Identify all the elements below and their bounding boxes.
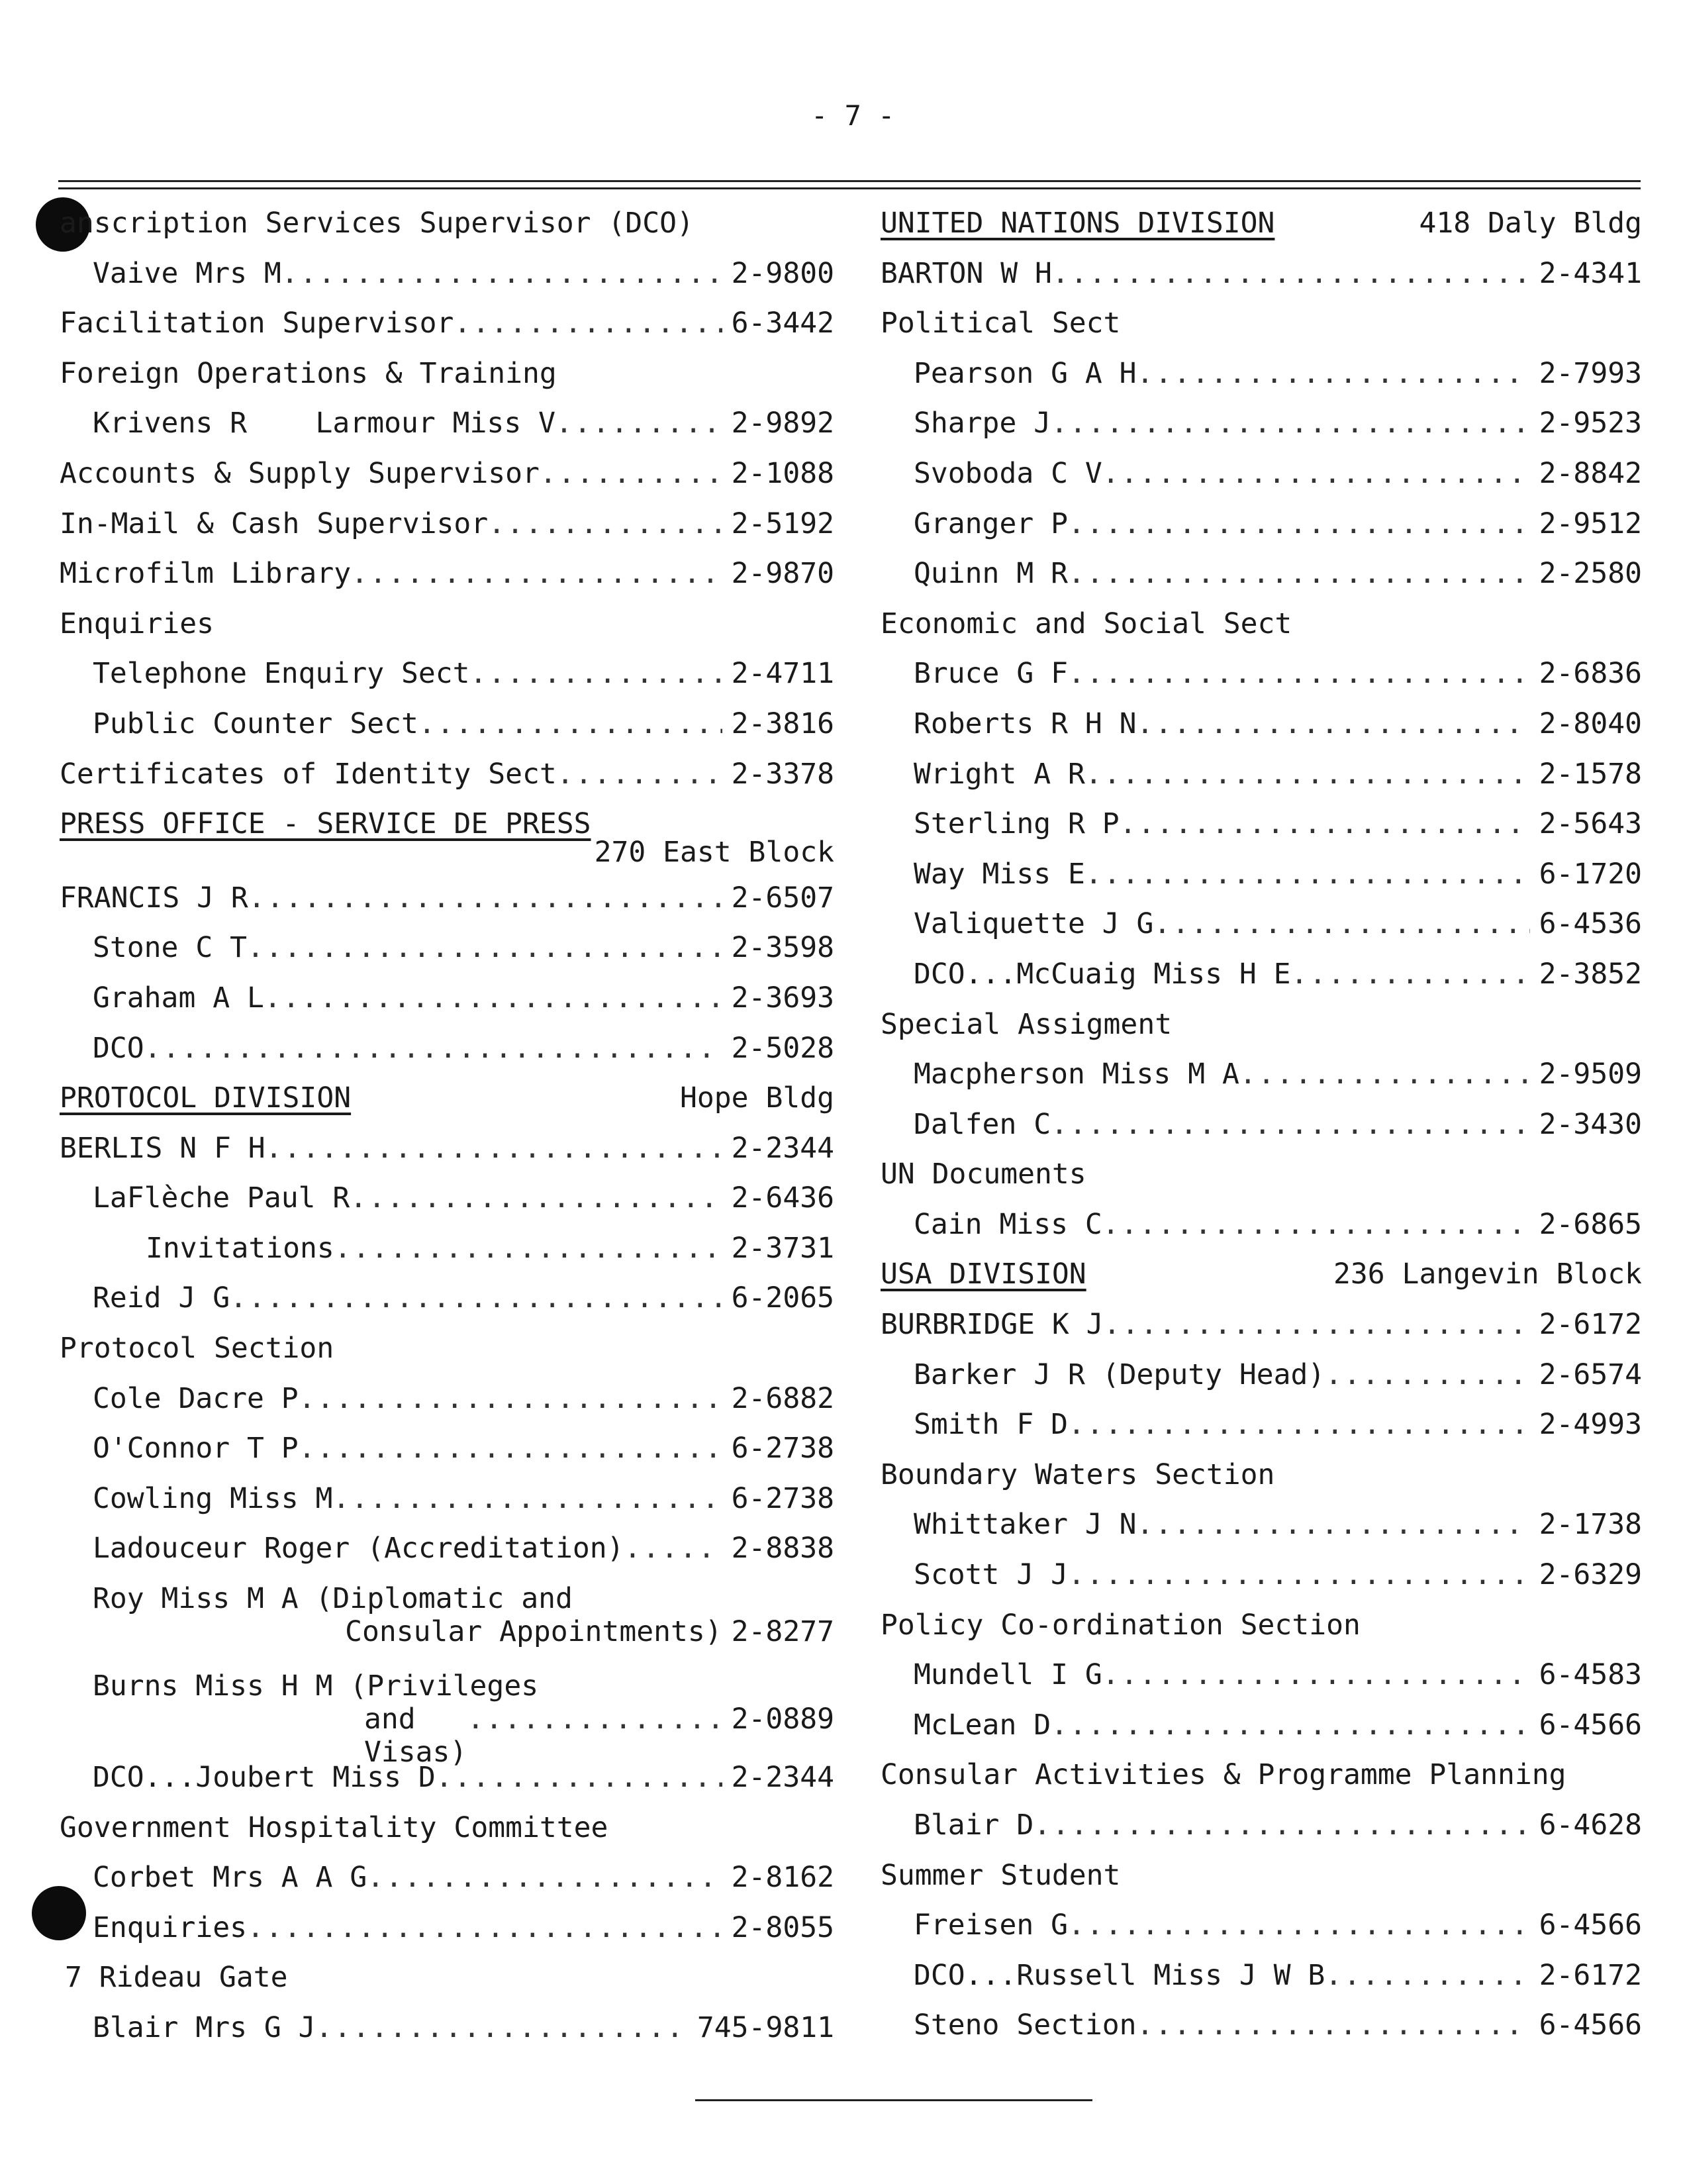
list-item bbox=[881, 1601, 1642, 1651]
phone-number: 2-6329 bbox=[1539, 1558, 1642, 1592]
phone-number: 2-2344 bbox=[731, 1131, 834, 1165]
phone-number: 2-3852 bbox=[1539, 957, 1642, 991]
leader-dots bbox=[557, 750, 722, 800]
list-item bbox=[881, 1750, 1642, 1801]
leader-dots bbox=[1068, 549, 1530, 599]
phone-number: 2-9892 bbox=[731, 407, 834, 440]
leader-dots bbox=[334, 1224, 722, 1274]
list-item bbox=[881, 449, 1642, 499]
leader-dots bbox=[281, 249, 722, 299]
phone-number: 2-8842 bbox=[1539, 456, 1642, 490]
leader-dots bbox=[1102, 1200, 1530, 1250]
division-heading: PRESS OFFICE - SERVICE DE PRESS bbox=[60, 807, 591, 841]
phone-number: 2-1578 bbox=[1539, 757, 1642, 791]
list-item bbox=[881, 1150, 1642, 1200]
phone-number: 2-8838 bbox=[731, 1532, 834, 1565]
list-item bbox=[60, 349, 834, 399]
list-item bbox=[881, 1350, 1642, 1401]
list-item bbox=[881, 249, 1642, 299]
phone-number: 2-8277 bbox=[731, 1615, 834, 1649]
list-item bbox=[881, 1200, 1642, 1250]
list-item bbox=[881, 1701, 1642, 1751]
list-item bbox=[881, 1100, 1642, 1150]
phone-number: 2-6865 bbox=[1539, 1207, 1642, 1241]
phone-number: 2-6172 bbox=[1539, 1958, 1642, 1992]
leader-dots bbox=[1102, 1650, 1530, 1701]
leader-dots bbox=[1068, 499, 1530, 550]
leader-dots bbox=[316, 2003, 688, 2054]
leader-dots bbox=[144, 1024, 722, 1074]
phone-number: 2-2580 bbox=[1539, 557, 1642, 591]
entry-name: Corbet Mrs A A G bbox=[93, 1861, 367, 1895]
leader-dots bbox=[1325, 1951, 1529, 2001]
entry-name-continued: and Visas) bbox=[364, 1703, 467, 1769]
entry-name: Granger P bbox=[914, 507, 1068, 540]
phone-number: 2-4993 bbox=[1539, 1408, 1642, 1442]
entry-name: Barker J R (Deputy Head) bbox=[914, 1358, 1325, 1391]
list-item bbox=[881, 1000, 1642, 1050]
list-item bbox=[881, 549, 1642, 599]
phone-number: 2-7993 bbox=[1539, 356, 1642, 390]
list-item bbox=[60, 1273, 834, 1324]
entry-name: Telephone Enquiry Sect bbox=[93, 657, 470, 691]
list-item bbox=[60, 1574, 834, 1665]
section-heading: Economic and Social Sect bbox=[881, 607, 1292, 640]
list-item bbox=[60, 1073, 834, 1124]
phone-number: 6-4536 bbox=[1539, 907, 1642, 941]
list-item bbox=[881, 1901, 1642, 1951]
entry-name: Freisen G bbox=[914, 1909, 1068, 1942]
list-item bbox=[60, 649, 834, 699]
list-item bbox=[60, 1803, 834, 1854]
section-heading: Government Hospitality Committee bbox=[60, 1811, 608, 1844]
list-item bbox=[60, 1124, 834, 1174]
leader-dots bbox=[1085, 850, 1530, 900]
list-item bbox=[881, 1050, 1642, 1100]
section-heading: 7 Rideau Gate bbox=[65, 1961, 288, 1995]
entry-name: Invitations bbox=[146, 1231, 334, 1265]
phone-number: 2-6507 bbox=[731, 881, 834, 915]
phone-number: 2-3693 bbox=[731, 981, 834, 1015]
entry-name-continued: Consular Appointments) bbox=[345, 1615, 722, 1649]
phone-number: 6-3442 bbox=[731, 307, 834, 340]
leader-dots bbox=[299, 1424, 722, 1474]
entry-name: Graham A L bbox=[93, 981, 264, 1015]
division-location: Hope Bldg bbox=[680, 1081, 834, 1115]
list-item bbox=[881, 750, 1642, 800]
list-item bbox=[881, 2001, 1642, 2051]
left-column bbox=[60, 199, 834, 2054]
leader-dots bbox=[1291, 950, 1530, 1000]
entry-name: Mundell I G bbox=[914, 1658, 1102, 1692]
entry-name: Stone C T bbox=[93, 931, 247, 965]
list-item bbox=[881, 799, 1642, 850]
leader-dots bbox=[1068, 1901, 1530, 1951]
division-location: 418 Daly Bldg bbox=[1419, 207, 1642, 240]
section-heading: Policy Co-ordination Section bbox=[881, 1608, 1361, 1642]
entry-name: Cowling Miss M bbox=[93, 1481, 333, 1515]
list-item bbox=[881, 950, 1642, 1000]
entry-name: LaFlèche Paul R bbox=[93, 1181, 350, 1215]
list-item bbox=[60, 1024, 834, 1074]
section-heading: Boundary Waters Section bbox=[881, 1458, 1275, 1491]
entry-name: In-Mail & Cash Supervisor bbox=[60, 507, 489, 540]
section-heading: Enquiries bbox=[60, 607, 214, 640]
leader-dots bbox=[540, 449, 722, 499]
phone-number: 6-4628 bbox=[1539, 1809, 1642, 1842]
phone-number: 2-1088 bbox=[731, 456, 834, 490]
leader-dots bbox=[351, 549, 722, 599]
list-item bbox=[881, 1650, 1642, 1701]
phone-number: 745-9811 bbox=[696, 2011, 834, 2044]
leader-dots bbox=[1239, 1050, 1530, 1100]
leader-dots bbox=[1153, 899, 1529, 950]
list-item bbox=[881, 299, 1642, 349]
entry-name: Facilitation Supervisor bbox=[60, 307, 454, 340]
leader-dots bbox=[470, 649, 722, 699]
leader-dots bbox=[1068, 1400, 1530, 1450]
list-item bbox=[60, 1173, 834, 1224]
phone-number: 2-3816 bbox=[731, 707, 834, 740]
leader-dots bbox=[418, 699, 722, 750]
right-column bbox=[881, 199, 1642, 2051]
list-item bbox=[60, 249, 834, 299]
list-item bbox=[60, 1224, 834, 1274]
list-item bbox=[60, 1474, 834, 1524]
section-heading: Summer Student bbox=[881, 1858, 1121, 1892]
leader-dots bbox=[1051, 399, 1530, 449]
entry-name: Wright A R bbox=[914, 757, 1085, 791]
division-heading: USA DIVISION bbox=[881, 1258, 1086, 1291]
phone-number: 2-2344 bbox=[731, 1761, 834, 1795]
phone-number: 2-3598 bbox=[731, 931, 834, 965]
list-item bbox=[881, 1450, 1642, 1501]
entry-name: Dalfen C bbox=[914, 1107, 1051, 1141]
list-item bbox=[60, 1424, 834, 1474]
list-item bbox=[60, 1524, 834, 1574]
list-item bbox=[881, 899, 1642, 950]
entry-name: Accounts & Supply Supervisor bbox=[60, 456, 540, 490]
entry-name: Quinn M R bbox=[914, 557, 1068, 591]
list-item bbox=[60, 750, 834, 800]
leader-dots bbox=[1137, 2001, 1530, 2051]
phone-number: 6-4583 bbox=[1539, 1658, 1642, 1692]
list-item bbox=[881, 499, 1642, 550]
leader-dots bbox=[1104, 1300, 1530, 1350]
phone-number: 2-3430 bbox=[1539, 1107, 1642, 1141]
entry-name: O'Connor T P bbox=[93, 1432, 299, 1465]
list-item bbox=[60, 1665, 834, 1769]
list-item bbox=[60, 1753, 834, 1803]
phone-number: 6-2065 bbox=[731, 1281, 834, 1315]
phone-number: 2-5192 bbox=[731, 507, 834, 540]
top-rule-1 bbox=[58, 180, 1641, 182]
list-item bbox=[60, 1953, 834, 2003]
phone-number: 2-9523 bbox=[1539, 407, 1642, 440]
phone-number: 6-4566 bbox=[1539, 1909, 1642, 1942]
entry-name: FRANCIS J R bbox=[60, 881, 248, 915]
leader-dots bbox=[1085, 750, 1530, 800]
entry-name: BARTON W H bbox=[881, 256, 1052, 290]
entry-name: Sharpe J bbox=[914, 407, 1051, 440]
entry-name: McLean D bbox=[914, 1708, 1051, 1742]
entry-name: DCO bbox=[93, 1031, 144, 1065]
leader-dots bbox=[350, 1173, 722, 1224]
list-item bbox=[60, 2003, 834, 2054]
top-rule-2 bbox=[58, 187, 1641, 189]
leader-dots bbox=[1137, 1500, 1530, 1550]
division-heading: PROTOCOL DIVISION bbox=[60, 1081, 352, 1115]
entry-name: Way Miss E bbox=[914, 857, 1085, 891]
leader-dots bbox=[454, 299, 722, 349]
list-item bbox=[60, 199, 834, 249]
leader-dots bbox=[367, 1853, 722, 1903]
leader-dots bbox=[1068, 649, 1530, 699]
list-item bbox=[60, 599, 834, 650]
leader-dots bbox=[1068, 1550, 1530, 1601]
list-item bbox=[60, 399, 834, 449]
leader-dots bbox=[332, 1474, 722, 1524]
list-item bbox=[881, 1951, 1642, 2001]
entry-name: DCO...McCuaig Miss H E bbox=[914, 957, 1291, 991]
section-heading: Foreign Operations & Training bbox=[60, 356, 557, 390]
list-item bbox=[60, 499, 834, 550]
entry-name: Cole Dacre P bbox=[93, 1381, 299, 1415]
entry-name: Blair D bbox=[914, 1809, 1034, 1842]
phone-number: 2-6436 bbox=[731, 1181, 834, 1215]
leader-dots bbox=[488, 499, 722, 550]
phone-number: 2-4341 bbox=[1539, 256, 1642, 290]
entry-name: Blair Mrs G J bbox=[93, 2011, 316, 2044]
list-item bbox=[881, 399, 1642, 449]
list-item bbox=[881, 1250, 1642, 1300]
entry-name: DCO...Joubert Miss D bbox=[93, 1761, 436, 1795]
phone-number: 2-9800 bbox=[731, 256, 834, 290]
phone-number: 2-6882 bbox=[731, 1381, 834, 1415]
list-item bbox=[60, 1903, 834, 1954]
phone-number: 2-0889 bbox=[731, 1703, 834, 1736]
section-heading: Protocol Section bbox=[60, 1332, 334, 1365]
phone-number: 2-8162 bbox=[731, 1861, 834, 1895]
list-item bbox=[60, 1374, 834, 1424]
list-item bbox=[60, 549, 834, 599]
list-item bbox=[60, 1853, 834, 1903]
list-item bbox=[881, 649, 1642, 699]
phone-number: 6-1720 bbox=[1539, 857, 1642, 891]
section-heading: UN Documents bbox=[881, 1158, 1086, 1191]
leader-dots bbox=[624, 1524, 722, 1574]
entry-name: Enquiries bbox=[93, 1911, 247, 1944]
leader-dots bbox=[299, 1374, 722, 1424]
entry-name: Microfilm Library bbox=[60, 557, 352, 591]
division-location: 236 Langevin Block bbox=[1333, 1258, 1642, 1291]
list-item bbox=[60, 449, 834, 499]
entry-name: Roberts R H N bbox=[914, 707, 1137, 740]
list-item bbox=[881, 349, 1642, 399]
section-heading: Special Assigment bbox=[881, 1007, 1173, 1041]
division-heading: UNITED NATIONS DIVISION bbox=[881, 207, 1275, 240]
entry-name: Smith F D bbox=[914, 1408, 1068, 1442]
leader-dots bbox=[1052, 249, 1530, 299]
entry-name: Cain Miss C bbox=[914, 1207, 1102, 1241]
phone-number: 2-9512 bbox=[1539, 507, 1642, 540]
leader-dots bbox=[1051, 1701, 1530, 1751]
page-number: - 7 - bbox=[811, 99, 895, 132]
list-item bbox=[881, 1300, 1642, 1350]
phone-number: 2-6172 bbox=[1539, 1308, 1642, 1342]
entry-name: Ladouceur Roger (Accreditation) bbox=[93, 1532, 624, 1565]
list-item bbox=[881, 1801, 1642, 1851]
entry-name: Pearson G A H bbox=[914, 356, 1137, 390]
entry-name: Sterling R P bbox=[914, 807, 1120, 841]
leader-dots bbox=[247, 923, 722, 973]
entry-name: Bruce G F bbox=[914, 657, 1068, 691]
list-item bbox=[881, 699, 1642, 750]
entry-name: Krivens R Larmour Miss V bbox=[93, 407, 555, 440]
leader-dots bbox=[264, 973, 722, 1024]
phone-number: 2-8055 bbox=[731, 1911, 834, 1944]
leader-dots bbox=[555, 399, 722, 449]
entry-name: BERLIS N F H bbox=[60, 1131, 265, 1165]
entry-name: DCO...Russell Miss J W B bbox=[914, 1958, 1325, 1992]
entry-name: Whittaker J N bbox=[914, 1508, 1137, 1542]
list-item bbox=[881, 1851, 1642, 1901]
list-item bbox=[881, 199, 1642, 249]
leader-dots bbox=[1137, 349, 1530, 399]
phone-number: 2-6574 bbox=[1539, 1358, 1642, 1391]
entry-name: Roy Miss M A (Diplomatic and bbox=[93, 1582, 573, 1616]
phone-number: 2-5643 bbox=[1539, 807, 1642, 841]
section-heading: Consular Activities & Programme Planning bbox=[881, 1758, 1566, 1792]
list-item bbox=[60, 973, 834, 1024]
leader-dots bbox=[1033, 1801, 1529, 1851]
entry-name: Svoboda C V bbox=[914, 456, 1102, 490]
leader-dots bbox=[436, 1753, 722, 1803]
phone-number: 6-4566 bbox=[1539, 1708, 1642, 1742]
list-item bbox=[881, 599, 1642, 650]
list-item bbox=[60, 299, 834, 349]
bottom-rule bbox=[695, 2099, 1092, 2101]
phone-number: 2-1738 bbox=[1539, 1508, 1642, 1542]
list-item bbox=[881, 1500, 1642, 1550]
leader-dots bbox=[230, 1273, 722, 1324]
list-item bbox=[881, 1400, 1642, 1450]
list-item bbox=[60, 1324, 834, 1374]
list-item bbox=[60, 873, 834, 924]
phone-number: 6-4566 bbox=[1539, 2009, 1642, 2042]
entry-name: Burns Miss H M (Privileges bbox=[93, 1669, 539, 1703]
entry-name: Steno Section bbox=[914, 2009, 1137, 2042]
list-item bbox=[881, 850, 1642, 900]
entry-name: Vaive Mrs M bbox=[93, 256, 281, 290]
entry-name: Public Counter Sect bbox=[93, 707, 418, 740]
entry-name: Reid J G bbox=[93, 1281, 230, 1315]
section-heading: anscription Services Supervisor (DCO) bbox=[60, 207, 694, 240]
leader-dots bbox=[1102, 449, 1530, 499]
phone-number: 2-3731 bbox=[731, 1231, 834, 1265]
phone-number: 2-6836 bbox=[1539, 657, 1642, 691]
phone-number: 6-2738 bbox=[731, 1432, 834, 1465]
entry-name: BURBRIDGE K J bbox=[881, 1308, 1104, 1342]
phone-number: 2-9870 bbox=[731, 557, 834, 591]
leader-dots bbox=[467, 1703, 722, 1736]
leader-dots bbox=[1051, 1100, 1530, 1150]
list-item bbox=[881, 1550, 1642, 1601]
list-item bbox=[60, 923, 834, 973]
leader-dots bbox=[265, 1124, 722, 1174]
phone-number: 6-2738 bbox=[731, 1481, 834, 1515]
phone-number: 2-9509 bbox=[1539, 1058, 1642, 1091]
leader-dots bbox=[248, 873, 722, 924]
leader-dots bbox=[1120, 799, 1530, 850]
phone-number: 2-4711 bbox=[731, 657, 834, 691]
entry-name: Valiquette J G bbox=[914, 907, 1154, 941]
division-location: 270 East Block bbox=[594, 835, 834, 869]
phone-number: 2-3378 bbox=[731, 757, 834, 791]
section-heading: Political Sect bbox=[881, 307, 1121, 340]
entry-name: Certificates of Identity Sect bbox=[60, 757, 557, 791]
entry-name: Macpherson Miss M A bbox=[914, 1058, 1239, 1091]
entry-name: Scott J J bbox=[914, 1558, 1068, 1592]
leader-dots bbox=[247, 1903, 722, 1954]
phone-number: 2-8040 bbox=[1539, 707, 1642, 740]
leader-dots bbox=[1137, 699, 1530, 750]
list-item bbox=[60, 699, 834, 750]
phone-number: 2-5028 bbox=[731, 1031, 834, 1065]
leader-dots bbox=[1325, 1350, 1529, 1401]
